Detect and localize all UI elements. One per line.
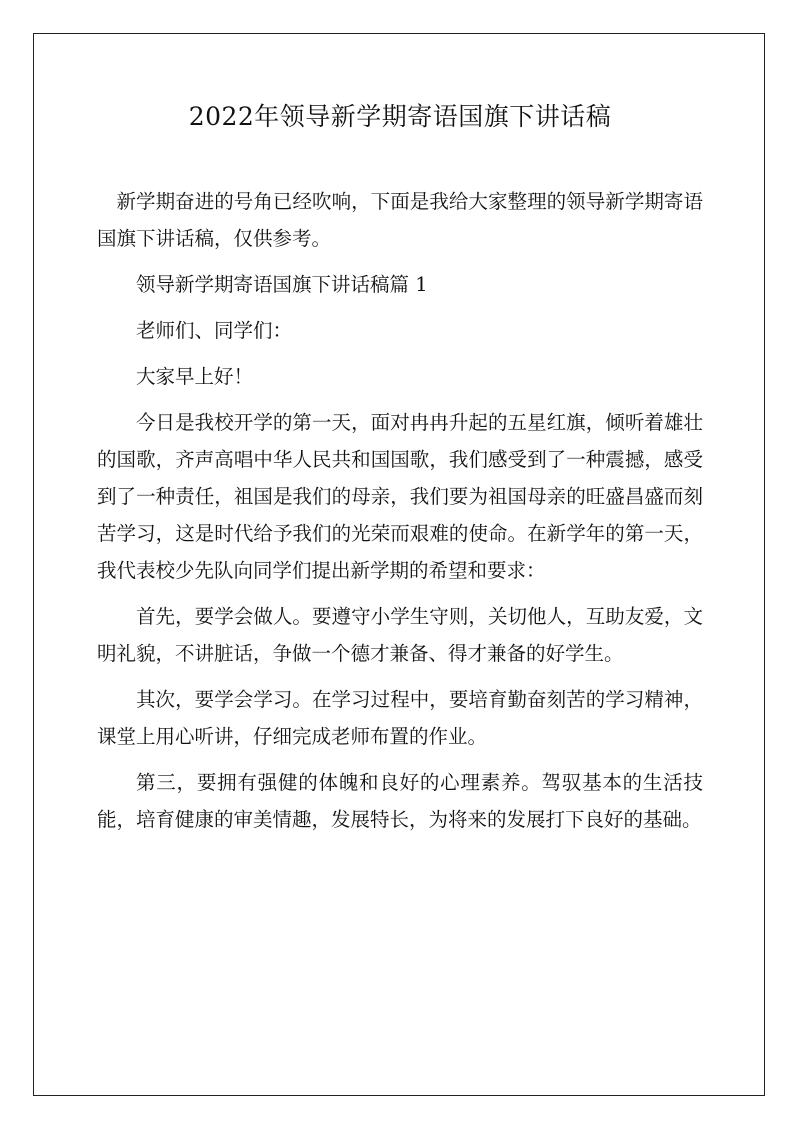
body-paragraph: 第三，要拥有强健的体魄和良好的心理素养。驾驭基本的生活技能，培育健康的审美情趣，发展特长，为将来的发展打下良好的基础。 [97,771,703,831]
intro-paragraph: 新学期奋进的号角已经吹响，下面是我给大家整理的领导新学期寄语国旗下讲话稿，仅供参考。 [97,190,703,250]
salutation: 老师们、同学们： [136,319,293,342]
body-paragraph: 今日是我校开学的第一天，面对冉冉升起的五星红旗，倾听着雄壮的国歌，齐声高唱中华人民共和国国歌，我们感受到了一种震撼，感受到了一种责任，祖国是我们的母亲，我们要为祖国母亲的旺盛昌盛而刻苦学习，这是时代给予我们的光荣而艰难的使命。在新学年的第一天，我代表校少先队向同学们提出新学期的希望和要求： [97,411,703,582]
body-paragraph: 其次，要学会学习。在学习过程中，要培育勤奋刻苦的学习精神，课堂上用心听讲，仔细完成老师布置的作业。 [97,688,703,748]
document-body [97,183,703,847]
greeting: 大家早上好！ [136,365,254,388]
section-heading: 领导新学期寄语国旗下讲话稿篇 1 [136,273,428,296]
body-paragraph: 首先，要学会做人。要遵守小学生守则，关切他人，互助友爱，文明礼貌，不讲脏话，争做一个德才兼备、得才兼备的好学生。 [97,605,703,665]
document-title: 2022年领导新学期寄语国旗下讲话稿 [188,102,612,131]
